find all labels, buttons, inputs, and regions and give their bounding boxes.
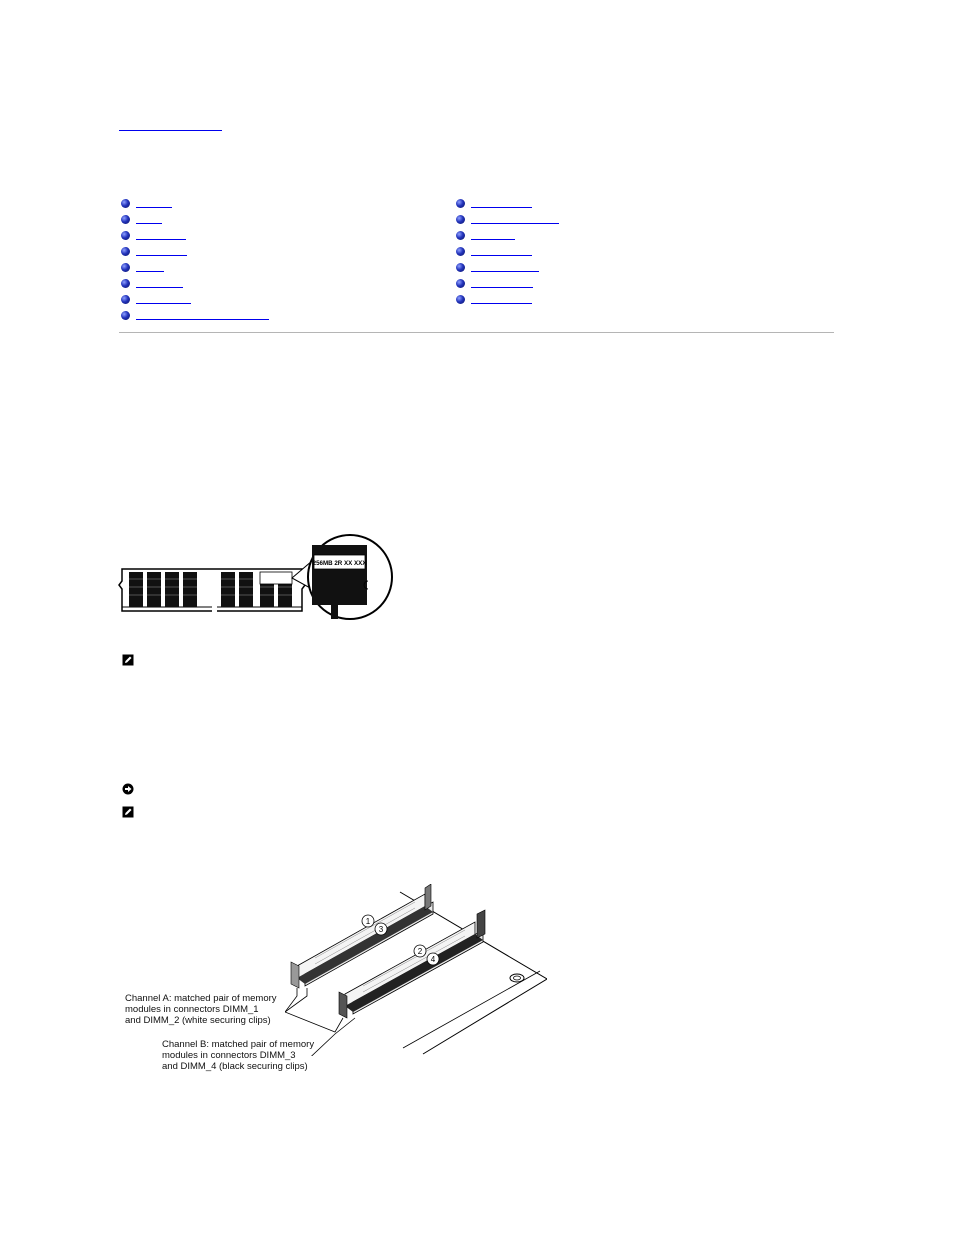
toc-link[interactable] — [136, 246, 187, 256]
toc-link[interactable] — [471, 198, 532, 208]
channel-b-line-1: Channel B: matched pair of memory — [162, 1039, 315, 1050]
toc-link[interactable] — [136, 230, 186, 240]
toc-item[interactable] — [456, 195, 559, 211]
callout-4: 4 — [430, 955, 436, 964]
module-label-text: 256MB 2R XX XXX — [312, 560, 367, 567]
toc-item[interactable] — [121, 227, 269, 243]
toc-right-column — [456, 195, 559, 307]
bullet-icon — [456, 295, 465, 304]
channel-b-line-2: modules in connectors DIMM_3 — [162, 1050, 296, 1061]
toc-item[interactable] — [456, 291, 559, 307]
notice-arrow-icon — [122, 783, 134, 795]
bullet-icon — [121, 215, 130, 224]
callout-3: 3 — [378, 925, 384, 934]
bullet-icon — [456, 215, 465, 224]
bullet-icon — [121, 311, 130, 320]
toc-link[interactable] — [471, 246, 532, 256]
bullet-icon — [121, 295, 130, 304]
bullet-icon — [121, 263, 130, 272]
toc-item[interactable] — [121, 259, 269, 275]
section-divider — [119, 332, 834, 333]
channel-a-caption — [125, 993, 277, 1026]
toc-item[interactable] — [456, 275, 559, 291]
bullet-icon — [456, 279, 465, 288]
toc-item[interactable] — [121, 275, 269, 291]
bullet-icon — [121, 247, 130, 256]
toc-link[interactable] — [136, 198, 172, 208]
toc-link[interactable] — [136, 294, 191, 304]
channel-a-line-3: and DIMM_2 (white securing clips) — [125, 1015, 271, 1026]
channel-a-line-2: modules in connectors DIMM_1 — [125, 1004, 259, 1015]
toc-link[interactable] — [136, 310, 269, 320]
toc-item[interactable] — [121, 211, 269, 227]
channel-a-line-1: Channel A: matched pair of memory — [125, 993, 277, 1004]
pencil-note-icon — [122, 806, 134, 818]
toc-link[interactable] — [471, 214, 559, 224]
toc-link[interactable] — [471, 262, 539, 272]
back-to-contents-link[interactable] — [119, 118, 222, 131]
toc-item[interactable] — [121, 195, 269, 211]
toc-link[interactable] — [471, 278, 533, 288]
toc-link[interactable] — [471, 230, 515, 240]
bullet-icon — [456, 199, 465, 208]
toc-item[interactable] — [456, 211, 559, 227]
bullet-icon — [121, 199, 130, 208]
toc-item[interactable] — [121, 243, 269, 259]
bullet-icon — [456, 247, 465, 256]
memory-channel-diagram — [285, 884, 547, 1056]
channel-b-caption — [162, 1039, 314, 1072]
toc-item[interactable] — [456, 227, 559, 243]
memory-module-board — [119, 569, 305, 612]
channel-b-line-3: and DIMM_4 (black securing clips) — [162, 1061, 308, 1072]
callout-2: 2 — [417, 947, 423, 956]
toc-link[interactable] — [136, 278, 183, 288]
bullet-icon — [121, 279, 130, 288]
toc-item[interactable] — [121, 291, 269, 307]
callout-1: 1 — [365, 917, 371, 926]
toc-link[interactable] — [136, 262, 164, 272]
bullet-icon — [121, 231, 130, 240]
toc-item[interactable] — [121, 307, 269, 323]
toc-item[interactable] — [456, 243, 559, 259]
bullet-icon — [456, 231, 465, 240]
label-magnifier — [308, 535, 392, 619]
toc-link[interactable] — [136, 214, 162, 224]
memory-module-label-figure — [117, 521, 395, 625]
pencil-note-icon — [122, 654, 134, 666]
toc-left-column — [121, 195, 269, 323]
toc-link[interactable] — [471, 294, 532, 304]
bullet-icon — [456, 263, 465, 272]
toc-item[interactable] — [456, 259, 559, 275]
